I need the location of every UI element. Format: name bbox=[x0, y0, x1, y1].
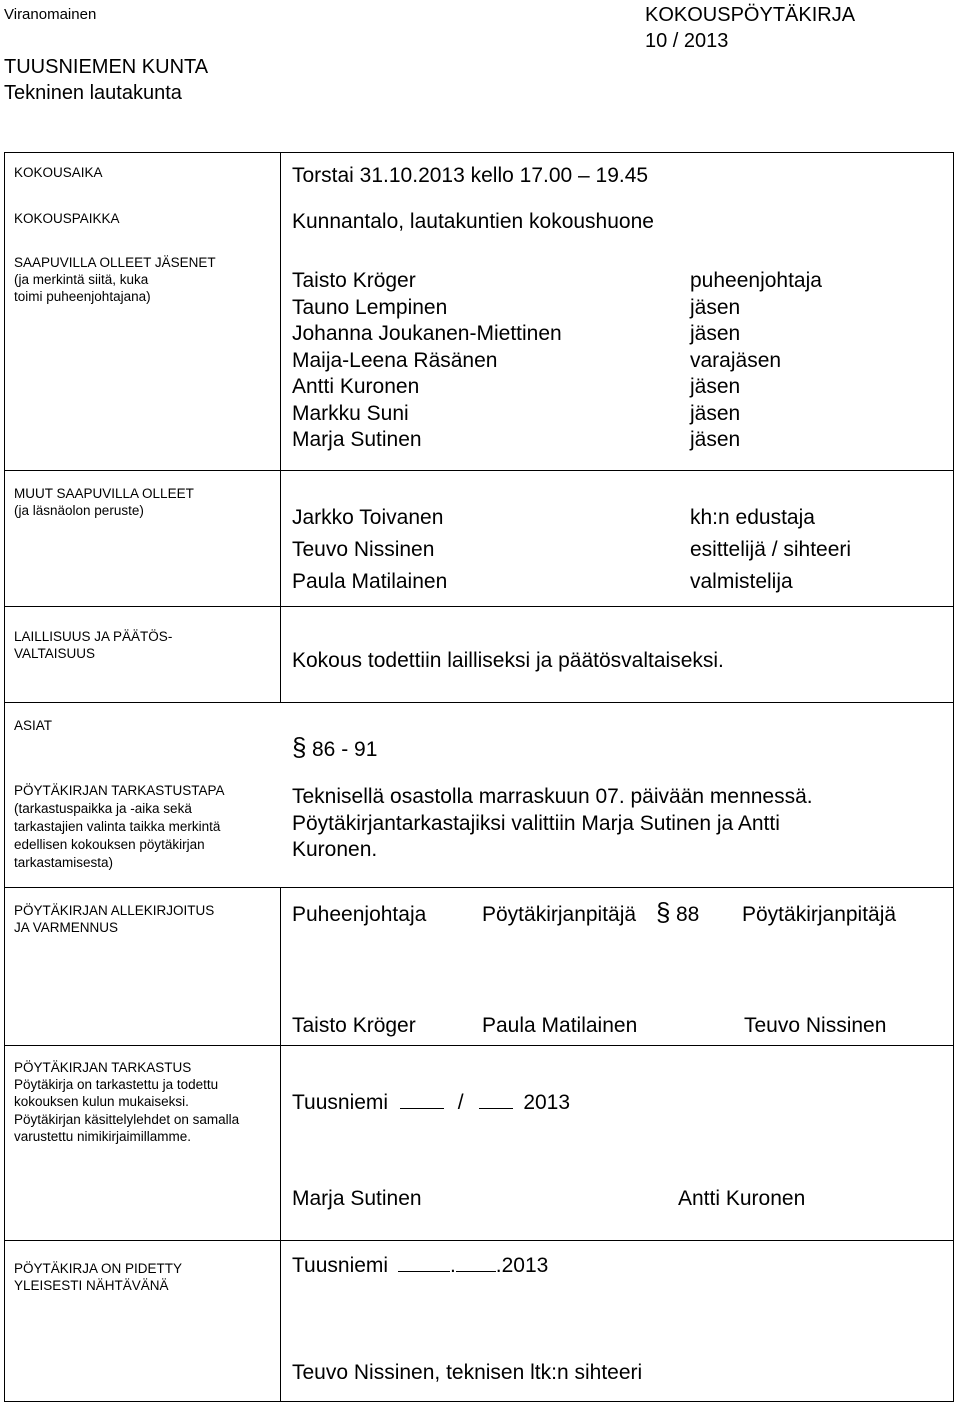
row-divider-inspection bbox=[4, 1045, 954, 1046]
member-role: jäsen bbox=[690, 428, 741, 451]
inspection-place: Tuusniemi bbox=[292, 1091, 389, 1114]
member-role: jäsen bbox=[690, 401, 741, 425]
meeting-place-value: Kunnantalo, lautakuntien kokoushuone bbox=[292, 210, 654, 233]
public-display-signer: Teuvo Nissinen, teknisen ltk:n sihteeri bbox=[292, 1361, 643, 1384]
other-name: Jarkko Toivanen bbox=[292, 506, 444, 529]
other-name: Teuvo Nissinen bbox=[292, 538, 435, 561]
document-number: 10 / 2013 bbox=[645, 30, 729, 52]
legality-value: Kokous todettiin lailliseksi ja päätösvaltaiseksi. bbox=[292, 649, 724, 672]
member-name: Antti Kuronen bbox=[292, 375, 420, 398]
others-label-line2: (ja läsnäolon peruste) bbox=[14, 503, 144, 518]
legality-label-line2: VALTAISUUS bbox=[14, 646, 96, 661]
member-name: Maija-Leena Räsänen bbox=[292, 348, 498, 372]
items-value: 86 - 91 bbox=[312, 738, 378, 761]
public-display-place: Tuusniemi bbox=[292, 1254, 389, 1277]
row-divider-signatures bbox=[4, 887, 954, 888]
meeting-time-label: KOKOUSAIKA bbox=[14, 165, 103, 180]
inspection-method-line3: Kuronen. bbox=[292, 838, 378, 861]
other-name: Paula Matilainen bbox=[292, 570, 448, 593]
items-label: ASIAT bbox=[14, 718, 53, 733]
member-name: Markku Suni bbox=[292, 401, 409, 425]
member-role: puheenjohtaja bbox=[690, 269, 822, 292]
member-role: varajäsen bbox=[690, 348, 782, 372]
column-divider-lower bbox=[280, 887, 281, 1402]
public-display-year: .2013 bbox=[495, 1254, 549, 1277]
member-name: Tauno Lempinen bbox=[292, 295, 448, 319]
inspection-method-label-line4: edellisen kokouksen pöytäkirjan bbox=[14, 837, 205, 852]
signatures-label-line1: PÖYTÄKIRJAN ALLEKIRJOITUS bbox=[14, 903, 215, 918]
date-dot: . bbox=[449, 1254, 456, 1277]
section-number: 88 bbox=[676, 903, 700, 926]
public-display-label-line2: YLEISESTI NÄHTÄVÄNÄ bbox=[14, 1278, 169, 1293]
other-role: valmistelija bbox=[690, 570, 793, 593]
members-label-line2: (ja merkintä siitä, kuka bbox=[14, 272, 149, 287]
month-blank bbox=[456, 1253, 496, 1272]
inspection-method-label-line2: (tarkastuspaikka ja -aika sekä bbox=[14, 801, 192, 816]
signatures-label-line2: JA VARMENNUS bbox=[14, 920, 119, 935]
section-symbol: § bbox=[656, 897, 671, 927]
row-divider-legality bbox=[4, 606, 954, 607]
committee-name: Tekninen lautakunta bbox=[4, 82, 182, 104]
inspector-name: Antti Kuronen bbox=[678, 1187, 806, 1210]
row-divider-items bbox=[4, 702, 954, 703]
section-symbol: § bbox=[292, 732, 307, 762]
meeting-time-value: Torstai 31.10.2013 kello 17.00 – 19.45 bbox=[292, 164, 649, 187]
inspection-label-line3: kokouksen kulun mukaiseksi. bbox=[14, 1094, 189, 1109]
member-role: jäsen bbox=[690, 375, 741, 398]
member-name: Johanna Joukanen-Miettinen bbox=[292, 322, 562, 345]
chair-name: Taisto Kröger bbox=[292, 1014, 416, 1037]
public-display-date-line bbox=[292, 1253, 548, 1280]
member-role: jäsen bbox=[690, 322, 741, 345]
others-label-line1: MUUT SAAPUVILLA OLLEET bbox=[14, 486, 194, 501]
inspection-label-line4: Pöytäkirjan käsittelylehdet on samalla bbox=[14, 1112, 240, 1127]
inspection-method-line2: Pöytäkirjantarkastajiksi valittiin Marja Sutinen ja Antti bbox=[292, 811, 780, 835]
other-role: kh:n edustaja bbox=[690, 506, 815, 529]
inspection-method-label-line1: PÖYTÄKIRJAN TARKASTUSTAPA bbox=[14, 783, 225, 798]
document-title: KOKOUSPÖYTÄKIRJA bbox=[645, 4, 856, 26]
row-divider-public bbox=[4, 1240, 954, 1241]
member-role: jäsen bbox=[690, 295, 741, 319]
secretary-title: Pöytäkirjanpitäjä bbox=[482, 903, 637, 926]
members-label-line1: SAAPUVILLA OLLEET JÄSENET bbox=[14, 255, 216, 270]
column-divider-upper bbox=[280, 152, 281, 702]
day-blank bbox=[398, 1253, 450, 1272]
inspection-method-label-line5: tarkastamisesta) bbox=[14, 855, 114, 870]
secretary-name: Paula Matilainen bbox=[482, 1014, 638, 1037]
members-label-line3: toimi puheenjohtajana) bbox=[14, 289, 151, 304]
secretary2-title: Pöytäkirjanpitäjä bbox=[742, 903, 897, 926]
inspection-method-line1: Teknisellä osastolla marraskuun 07. päivään mennessä. bbox=[292, 785, 813, 808]
member-name: Taisto Kröger bbox=[292, 269, 416, 292]
month-blank bbox=[479, 1090, 513, 1109]
document-type: Viranomainen bbox=[4, 6, 97, 23]
member-name: Marja Sutinen bbox=[292, 428, 422, 451]
inspection-label-line5: varustettu nimikirjaimillamme. bbox=[14, 1129, 192, 1144]
municipality-name: TUUSNIEMEN KUNTA bbox=[4, 56, 209, 78]
inspection-year: 2013 bbox=[523, 1091, 571, 1114]
date-separator: / bbox=[457, 1091, 464, 1114]
inspection-label-line2: Pöytäkirja on tarkastettu ja todettu bbox=[14, 1077, 219, 1092]
meeting-place-label: KOKOUSPAIKKA bbox=[14, 211, 120, 226]
secretary2-name: Teuvo Nissinen bbox=[744, 1014, 887, 1037]
other-role: esittelijä / sihteeri bbox=[690, 538, 852, 561]
day-blank bbox=[400, 1090, 444, 1109]
inspector-name: Marja Sutinen bbox=[292, 1187, 422, 1210]
legality-label-line1: LAILLISUUS JA PÄÄTÖS- bbox=[14, 629, 173, 644]
inspection-date-line bbox=[292, 1090, 570, 1117]
row-divider-others bbox=[4, 470, 954, 471]
inspection-label-line1: PÖYTÄKIRJAN TARKASTUS bbox=[14, 1060, 192, 1075]
inspection-method-label-line3: tarkastajien valinta taikka merkintä bbox=[14, 819, 221, 834]
chair-title: Puheenjohtaja bbox=[292, 903, 427, 926]
public-display-label-line1: PÖYTÄKIRJA ON PIDETTY bbox=[14, 1261, 183, 1276]
